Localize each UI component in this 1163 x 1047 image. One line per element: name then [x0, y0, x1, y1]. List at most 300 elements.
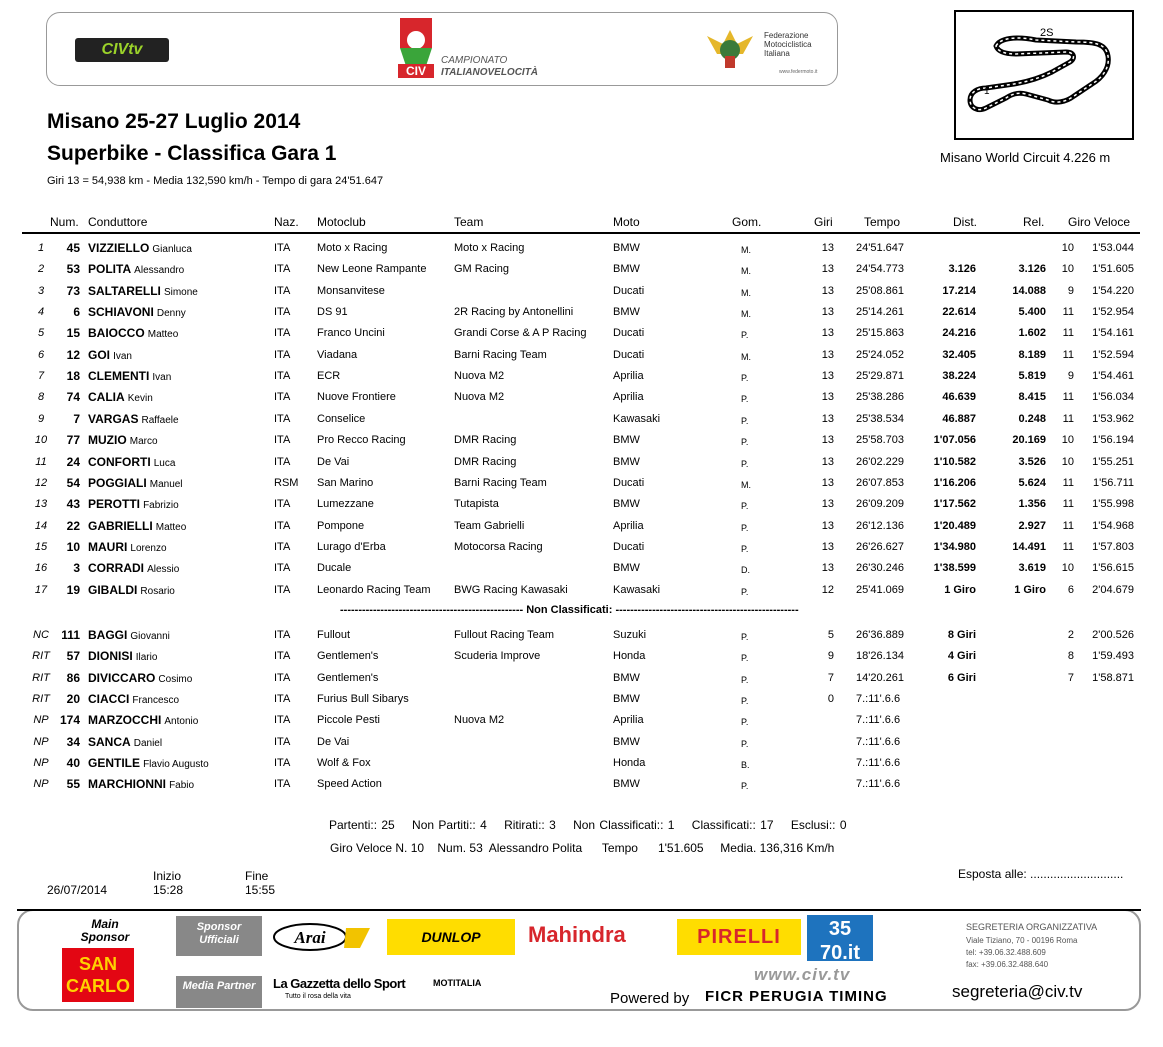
row-tyres: P. [741, 739, 749, 749]
row-number: 73 [66, 284, 80, 298]
row-motoclub: ECR [317, 370, 341, 382]
row-best-lap-number: 10 [1061, 456, 1074, 468]
row-best-lap-time: 1'54.968 [1092, 520, 1134, 532]
row-bike: Ducati [613, 349, 645, 361]
row-nationality: ITA [274, 562, 291, 574]
row-rider [88, 561, 179, 577]
col-header-time: Tempo [864, 215, 901, 229]
row-best-lap-time: 1'52.594 [1092, 349, 1134, 361]
row-time: 26'07.853 [856, 477, 904, 489]
row-gap: 1'20.489 [933, 520, 976, 532]
row-number: 19 [66, 583, 80, 597]
row-time: 25'24.052 [856, 349, 904, 361]
row-position: 8 [37, 391, 45, 403]
row-laps: 12 [821, 584, 834, 596]
row-tyres: M. [741, 352, 751, 362]
row-rider [88, 777, 194, 793]
row-number: 43 [66, 497, 80, 511]
row-nationality: ITA [274, 434, 291, 446]
rider-surname: GOI [88, 348, 111, 362]
powered-by-label: Powered by [610, 990, 690, 1007]
row-best-lap-time: 1'51.605 [1092, 263, 1134, 275]
row-time: 7.:11'.6.6 [856, 778, 901, 790]
campionato-line1: CAMPIONATO [441, 55, 508, 66]
row-motoclub: Lumezzane [317, 498, 374, 510]
row-team: GM Racing [454, 263, 510, 275]
row-tyres: P. [741, 394, 749, 404]
row-position: 4 [37, 306, 45, 318]
row-motoclub: Nuove Frontiere [317, 391, 396, 403]
row-motoclub: Furius Bull Sibarys [317, 693, 409, 705]
row-time: 25'29.871 [856, 370, 904, 382]
row-best-lap-number: 8 [1067, 650, 1074, 662]
row-gap: 1'34.980 [933, 541, 976, 553]
rider-first-name: Fabio [169, 780, 195, 791]
row-motoclub: Moto x Racing [317, 242, 388, 254]
row-rider [88, 476, 183, 492]
end-label: Fine [245, 869, 269, 883]
rider-first-name: Flavio Augusto [143, 759, 209, 770]
rider-first-name: Matteo [155, 522, 187, 533]
row-tyres: B. [741, 760, 750, 770]
row-gap: 4 Giri [947, 650, 976, 662]
row-position: RIT [32, 672, 50, 684]
row-prev-gap: 0.248 [1018, 413, 1046, 425]
row-number: 22 [66, 519, 80, 533]
row-bike: Aprilia [613, 520, 644, 532]
rider-surname: CLEMENTI [88, 369, 150, 383]
rider-first-name: Ivan [152, 372, 172, 383]
row-time: 26'12.136 [856, 520, 904, 532]
row-position: 13 [34, 498, 48, 510]
row-position: NP [33, 736, 49, 748]
row-prev-gap: 1.356 [1018, 498, 1046, 510]
row-tyres: P. [741, 544, 749, 554]
row-number: 18 [66, 369, 80, 383]
row-motoclub: New Leone Rampante [317, 263, 427, 275]
row-bike: BMW [613, 306, 640, 318]
row-motoclub: Wolf & Fox [317, 757, 371, 769]
rider-first-name: Manuel [149, 479, 183, 490]
row-laps: 13 [821, 391, 834, 403]
row-tyres: M. [741, 309, 751, 319]
row-nationality: ITA [274, 629, 291, 641]
track-map-icon [956, 12, 1132, 138]
row-best-lap-number: 11 [1062, 391, 1074, 403]
row-bike: Aprilia [613, 370, 644, 382]
row-rider [88, 412, 179, 428]
row-nationality: ITA [274, 584, 291, 596]
row-motoclub: Gentlemen's [317, 650, 379, 662]
official-sponsors-label: Sponsor Ufficiali [176, 916, 262, 956]
rider-first-name: Giovanni [130, 631, 170, 642]
row-tyres: P. [741, 373, 749, 383]
rider-first-name: Antonio [164, 716, 199, 727]
row-nationality: ITA [274, 714, 291, 726]
row-number: 54 [66, 476, 80, 490]
row-tyres: P. [741, 696, 749, 706]
row-best-lap-time: 1'59.493 [1092, 650, 1134, 662]
3570-logo: 35 70.it [807, 915, 873, 961]
arai-text: Arai [294, 928, 326, 947]
row-gap: 1'10.582 [933, 456, 976, 468]
row-number: 20 [66, 692, 80, 706]
row-tyres: M. [741, 245, 751, 255]
col-header-gap: Dist. [953, 215, 977, 229]
row-gap: 38.224 [942, 370, 976, 382]
row-position: 16 [34, 562, 48, 574]
row-laps: 13 [821, 541, 834, 553]
race-stats: Partenti:: 25 Non Partiti:: 4 Ritirati:: 3 Non Classificati:: 1 Classificati:: 17 Esclusi:: 0 [329, 818, 847, 832]
rider-surname: VARGAS [88, 412, 139, 426]
rider-first-name: Fabrizio [143, 500, 179, 511]
row-gap: 6 Giri [947, 672, 976, 684]
rider-first-name: Lorenzo [130, 543, 167, 554]
row-best-lap-number: 2 [1067, 629, 1074, 641]
row-best-lap-number: 9 [1067, 370, 1074, 382]
row-tyres: D. [741, 565, 750, 575]
row-team: Barni Racing Team [454, 477, 547, 489]
row-bike: BMW [613, 456, 640, 468]
row-gap: 1'17.562 [933, 498, 976, 510]
track-sector-2s: 2S [1040, 27, 1054, 39]
row-bike: BMW [613, 434, 640, 446]
civ-logo-icon [396, 16, 436, 80]
campionato-line2: ITALIANOVELOCITÀ [441, 67, 539, 78]
header-rule [22, 232, 1140, 234]
row-rider [88, 455, 175, 471]
row-best-lap-number: 11 [1062, 477, 1074, 489]
row-laps: 13 [821, 327, 834, 339]
row-number: 6 [73, 305, 80, 319]
row-rider [88, 540, 167, 556]
row-team: Grandi Corse & A P Racing [454, 327, 587, 339]
row-time: 14'20.261 [856, 672, 904, 684]
motitalia-logo: MOTITALIA [433, 978, 482, 988]
rider-surname: MUZIO [88, 433, 127, 447]
row-motoclub: Lurago d'Erba [317, 541, 386, 553]
row-team: Nuova M2 [454, 714, 505, 726]
row-rider [88, 433, 158, 449]
row-best-lap-number: 7 [1067, 672, 1074, 684]
row-nationality: ITA [274, 349, 291, 361]
start-time: 15:28 [153, 883, 184, 897]
col-header-laps: Giri [814, 215, 833, 229]
mahindra-logo: Mahindra [528, 922, 626, 947]
row-tyres: P. [741, 653, 749, 663]
row-bike: BMW [613, 693, 640, 705]
row-time: 25'15.863 [856, 327, 904, 339]
col-header-motoclub: Motoclub [317, 215, 366, 229]
row-time: 25'58.703 [856, 434, 904, 446]
row-number: 3 [73, 561, 80, 575]
rider-surname: CONFORTI [88, 455, 151, 469]
row-motoclub: Pro Recco Racing [317, 434, 406, 446]
fastest-lap-summary: Giro Veloce N. 10 Num. 53 Alessandro Polita Tempo 1'51.605 Media. 136,316 Km/h [330, 841, 835, 855]
row-laps: 13 [821, 498, 834, 510]
row-best-lap-time: 1'52.954 [1092, 306, 1134, 318]
row-time: 7.:11'.6.6 [856, 757, 901, 769]
non-classified-separator: -------------------------------------------------- Non Classificati: -------------------------------------------------- [340, 604, 799, 616]
rider-surname: CALIA [88, 390, 125, 404]
row-gap: 17.214 [942, 285, 976, 297]
row-rider [88, 756, 209, 772]
row-laps: 9 [827, 650, 834, 662]
rider-surname: POGGIALI [88, 476, 147, 490]
row-laps: 13 [821, 242, 834, 254]
row-motoclub: Leonardo Racing Team [317, 584, 431, 596]
row-number: 7 [73, 412, 80, 426]
row-bike: BMW [613, 778, 640, 790]
rider-surname: CORRADI [88, 561, 144, 575]
row-best-lap-number: 11 [1062, 306, 1074, 318]
row-time: 7.:11'.6.6 [856, 736, 901, 748]
rider-first-name: Matteo [147, 329, 179, 340]
civ-mark-text: CIV [405, 64, 427, 78]
row-tyres: P. [741, 437, 749, 447]
fmi-line2: Motociclistica [764, 40, 812, 49]
row-position: RIT [32, 650, 50, 662]
row-rider [88, 284, 198, 300]
row-best-lap-time: 1'55.998 [1092, 498, 1134, 510]
rider-first-name: Kevin [127, 393, 153, 404]
row-time: 25'38.286 [856, 391, 904, 403]
row-best-lap-time: 1'56.711 [1092, 477, 1134, 489]
row-gap: 22.614 [942, 306, 976, 318]
civtv-logo: CIVtv [75, 38, 169, 62]
row-gap: 46.887 [942, 413, 976, 425]
row-tyres: P. [741, 330, 749, 340]
rider-surname: POLITA [88, 262, 132, 276]
row-team: DMR Racing [454, 434, 517, 446]
row-number: 10 [66, 540, 80, 554]
secretariat-email: segreteria@civ.tv [952, 982, 1083, 1001]
row-position: NP [33, 778, 49, 790]
rider-first-name: Marco [129, 436, 158, 447]
rider-first-name: Denny [156, 308, 186, 319]
row-rider [88, 713, 198, 729]
row-nationality: RSM [274, 477, 299, 489]
row-time: 26'09.209 [856, 498, 904, 510]
row-motoclub: Monsanvitese [317, 285, 385, 297]
row-bike: Kawasaki [613, 413, 661, 425]
rider-first-name: Alessio [147, 564, 180, 575]
row-prev-gap: 1.602 [1018, 327, 1046, 339]
secretariat-street: Viale Tiziano, 70 - 00196 Roma [966, 936, 1078, 945]
row-team: Barni Racing Team [454, 349, 547, 361]
row-motoclub: De Vai [317, 736, 350, 748]
row-number: 15 [66, 326, 80, 340]
row-motoclub: DS 91 [317, 306, 348, 318]
pirelli-logo: PIRELLI [677, 919, 801, 955]
row-laps: 13 [821, 477, 834, 489]
fmi-line3: Italiana [764, 49, 790, 58]
row-number: 77 [66, 433, 80, 447]
row-best-lap-number: 9 [1067, 285, 1074, 297]
row-prev-gap: 3.126 [1018, 263, 1046, 275]
row-nationality: ITA [274, 778, 291, 790]
row-tyres: P. [741, 587, 749, 597]
row-nationality: ITA [274, 285, 291, 297]
row-motoclub: Conselice [317, 413, 366, 425]
row-position: 2 [37, 263, 45, 275]
race-date: 26/07/2014 [47, 883, 108, 897]
end-time: 15:55 [245, 883, 276, 897]
row-best-lap-time: 1'58.871 [1092, 672, 1134, 684]
row-tyres: P. [741, 459, 749, 469]
col-header-prev: Rel. [1023, 215, 1045, 229]
row-time: 26'36.889 [856, 629, 904, 641]
row-motoclub: De Vai [317, 456, 350, 468]
row-laps: 13 [821, 370, 834, 382]
dunlop-logo: DUNLOP [387, 919, 515, 955]
rider-surname: DIVICCARO [88, 671, 156, 685]
row-time: 18'26.134 [856, 650, 904, 662]
row-nationality: ITA [274, 520, 291, 532]
row-motoclub: Piccole Pesti [317, 714, 380, 726]
row-time: 26'30.246 [856, 562, 904, 574]
row-bike: Honda [613, 650, 646, 662]
footer-rule [17, 909, 1141, 911]
row-bike: Honda [613, 757, 646, 769]
row-laps: 13 [821, 285, 834, 297]
campionato-logo-text [441, 55, 538, 79]
row-tyres: M. [741, 288, 751, 298]
row-bike: BMW [613, 736, 640, 748]
row-rider [88, 326, 178, 342]
row-motoclub: Ducale [317, 562, 352, 574]
row-laps: 13 [821, 263, 834, 275]
col-header-best-lap: Giro Veloce [1068, 215, 1131, 229]
row-nationality: ITA [274, 263, 291, 275]
row-prev-gap: 2.927 [1018, 520, 1046, 532]
row-rider [88, 348, 132, 364]
row-rider [88, 305, 186, 321]
rider-surname: GIBALDI [88, 583, 138, 597]
row-best-lap-time: 1'56.194 [1092, 434, 1134, 446]
row-position: NP [33, 757, 49, 769]
row-position: 15 [34, 541, 48, 553]
track-name: Misano World Circuit 4.226 m [940, 150, 1111, 165]
row-best-lap-time: 1'53.962 [1092, 413, 1134, 425]
rider-first-name: Francesco [132, 695, 180, 706]
row-motoclub: Viadana [317, 349, 358, 361]
row-rider [88, 519, 186, 535]
row-tyres: M. [741, 266, 751, 276]
row-bike: BMW [613, 672, 640, 684]
secretariat-address [966, 935, 1077, 971]
row-best-lap-number: 10 [1061, 434, 1074, 446]
gazzetta-logo: La Gazzetta dello Sport [273, 976, 406, 991]
row-gap: 3.126 [948, 263, 976, 275]
row-best-lap-number: 11 [1062, 349, 1074, 361]
row-number: 53 [66, 262, 80, 276]
row-rider [88, 262, 184, 278]
row-number: 45 [66, 241, 80, 255]
row-prev-gap: 3.526 [1018, 456, 1046, 468]
row-tyres: P. [741, 523, 749, 533]
rider-surname: GABRIELLI [88, 519, 153, 533]
row-number: 34 [66, 735, 80, 749]
rider-surname: MARCHIONNI [88, 777, 166, 791]
row-team: Motocorsa Racing [454, 541, 543, 553]
col-header-num: Num. [50, 215, 79, 229]
row-time: 25'41.069 [856, 584, 904, 596]
row-rider [88, 241, 192, 257]
row-time: 24'51.647 [856, 242, 904, 254]
row-motoclub: Franco Uncini [317, 327, 385, 339]
row-bike: Suzuki [613, 629, 647, 641]
row-time: 26'02.229 [856, 456, 904, 468]
rider-first-name: Cosimo [158, 674, 193, 685]
row-position: NP [33, 714, 49, 726]
row-best-lap-time: 2'00.526 [1092, 629, 1134, 641]
row-nationality: ITA [274, 498, 291, 510]
row-number: 55 [66, 777, 80, 791]
row-tyres: M. [741, 480, 751, 490]
row-prev-gap: 5.400 [1018, 306, 1046, 318]
row-laps: 13 [821, 413, 834, 425]
rider-surname: CIACCI [88, 692, 130, 706]
row-bike: Aprilia [613, 391, 644, 403]
row-rider [88, 390, 153, 406]
rider-first-name: Raffaele [141, 415, 179, 426]
row-best-lap-number: 11 [1062, 498, 1074, 510]
row-position: 11 [35, 456, 47, 468]
row-position: 9 [37, 413, 45, 425]
row-position: 1 [37, 242, 45, 254]
main-sponsor-label: Main Sponsor [80, 917, 130, 944]
row-best-lap-number: 11 [1062, 541, 1074, 553]
row-nationality: ITA [274, 306, 291, 318]
rider-first-name: Ilario [135, 652, 158, 663]
race-title: Superbike - Classifica Gara 1 [47, 142, 337, 165]
row-prev-gap: 14.491 [1012, 541, 1046, 553]
row-team: Scuderia Improve [454, 650, 541, 662]
row-position: 6 [37, 349, 45, 361]
col-header-tyres: Gom. [732, 215, 762, 229]
row-nationality: ITA [274, 672, 291, 684]
row-best-lap-time: 2'04.679 [1092, 584, 1134, 596]
rider-surname: GENTILE [88, 756, 141, 770]
gazzetta-tagline: Tutto il rosa della vita [285, 993, 351, 1000]
row-gap: 8 Giri [947, 629, 976, 641]
row-nationality: ITA [274, 327, 291, 339]
row-nationality: ITA [274, 242, 291, 254]
row-bike: BMW [613, 498, 640, 510]
row-bike: Ducati [613, 541, 645, 553]
row-prev-gap: 5.819 [1018, 370, 1046, 382]
row-rider [88, 628, 170, 644]
fmi-logo-icon [705, 26, 755, 70]
rider-first-name: Daniel [133, 738, 163, 749]
row-position: 5 [37, 327, 45, 339]
row-rider [88, 671, 192, 687]
row-best-lap-number: 10 [1061, 263, 1074, 275]
row-rider [88, 692, 179, 708]
row-team: BWG Racing Kawasaki [454, 584, 568, 596]
row-team: 2R Racing by Antonellini [454, 306, 574, 318]
row-prev-gap: 14.088 [1012, 285, 1046, 297]
row-gap: 1'07.056 [933, 434, 976, 446]
row-time: 24'54.773 [856, 263, 904, 275]
row-gap: 46.639 [942, 391, 976, 403]
row-number: 174 [59, 713, 80, 727]
secretariat-tel: tel: +39.06.32.488.609 [966, 948, 1046, 957]
rider-surname: DIONISI [88, 649, 133, 663]
row-laps: 5 [827, 629, 834, 641]
row-position: 12 [34, 477, 48, 489]
